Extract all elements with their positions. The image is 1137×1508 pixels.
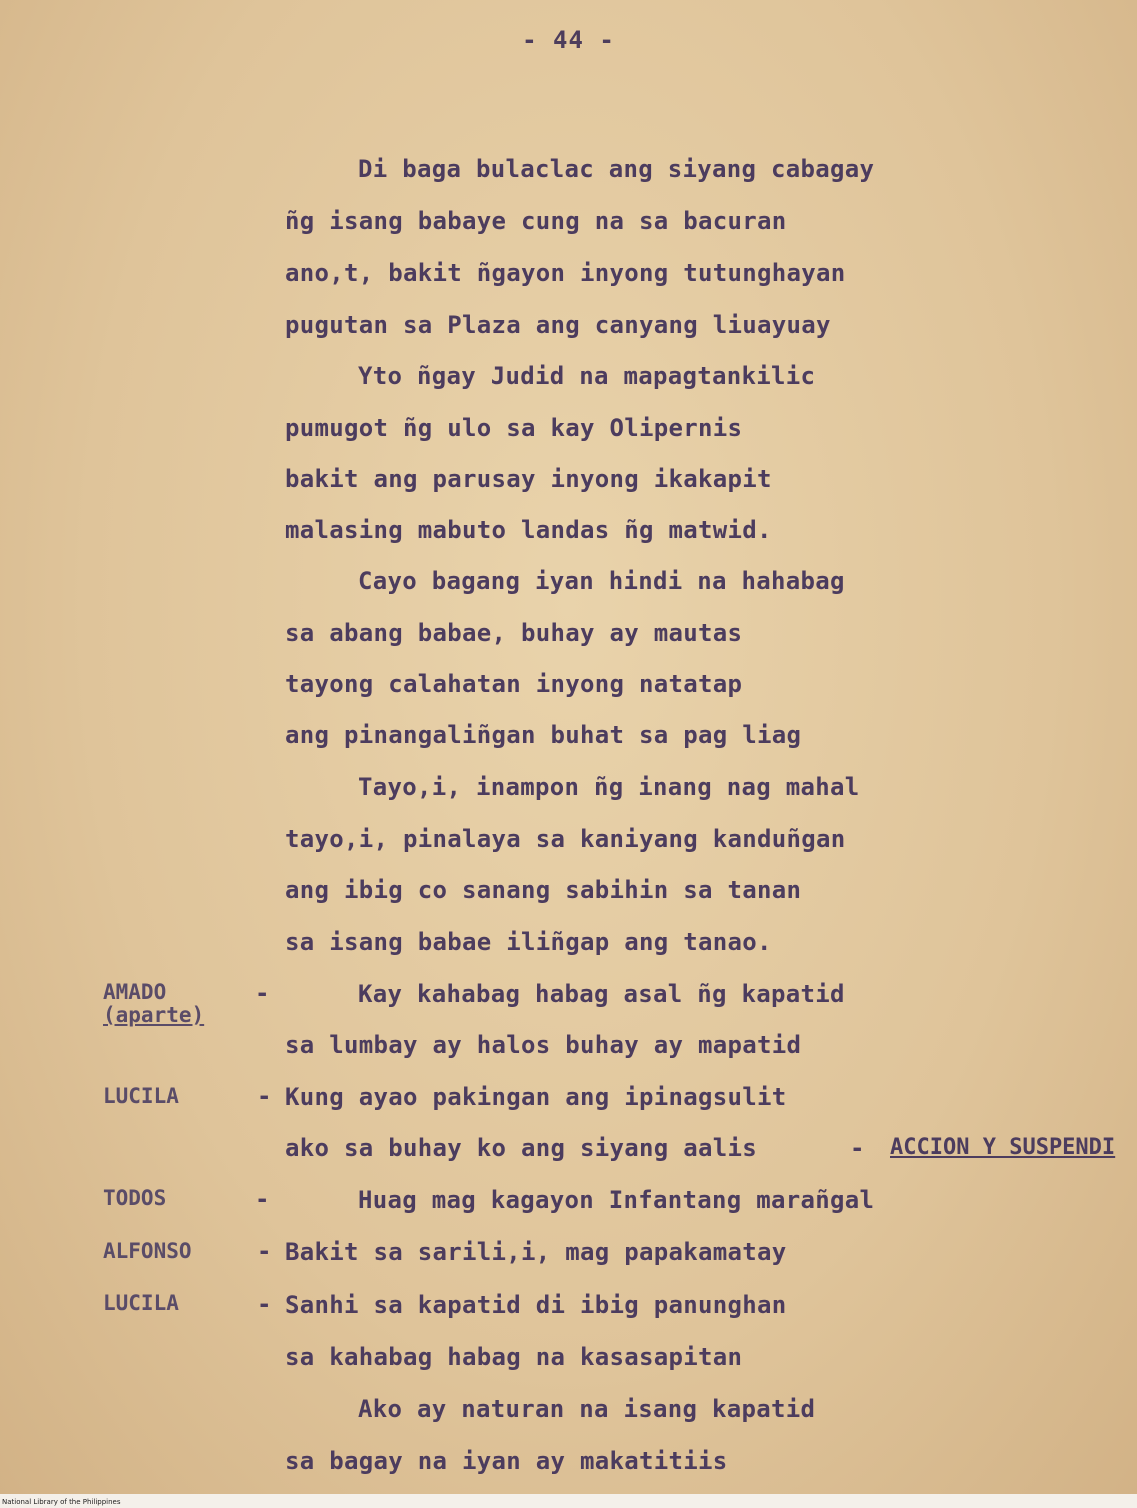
verse-line: ang ibig co sanang sabihin sa tanan	[285, 876, 802, 904]
speaker-name: LUCILA	[103, 1084, 179, 1108]
verse-line: malasing mabuto landas ñg matwid.	[285, 516, 772, 544]
dialogue-line: Kung ayao pakingan ang ipinagsulit	[285, 1083, 787, 1111]
verse-line: tayong calahatan inyong natatap	[285, 670, 743, 698]
stage-direction: ACCION Y SUSPENDI	[890, 1135, 1116, 1160]
verse-line: bakit ang parusay inyong ikakapit	[285, 465, 772, 493]
verse-line: Cayo bagang iyan hindi na hahabag	[358, 567, 845, 595]
verse-line: tayo,i, pinalaya sa kaniyang kanduñgan	[285, 825, 846, 853]
dialogue-line: Sanhi sa kapatid di ibig panunghan	[285, 1291, 787, 1319]
dialogue-line: sa kahabag habag na kasasapitan	[285, 1343, 743, 1371]
speaker-dash: -	[257, 1237, 272, 1265]
speaker-name: ALFONSO	[103, 1239, 192, 1263]
dialogue-line: Ako ay naturan na isang kapatid	[358, 1395, 816, 1423]
verse-line: Tayo,i, inampon ñg inang nag mahal	[358, 773, 860, 801]
page-number: - 44 -	[522, 26, 615, 54]
dialogue-line: ako sa buhay ko ang siyang aalis	[285, 1134, 757, 1162]
verse-line: sa abang babae, buhay ay mautas	[285, 619, 743, 647]
dialogue-line: Bakit sa sarili,i, mag papakamatay	[285, 1238, 787, 1266]
footer-credit: National Library of the Philippines	[2, 1498, 121, 1506]
speaker-dash: -	[257, 1290, 272, 1318]
verse-line: pugutan sa Plaza ang canyang liuayuay	[285, 311, 831, 339]
speaker-dash: -	[255, 1185, 270, 1213]
speaker-dash: -	[257, 1082, 272, 1110]
verse-line: Di baga bulaclac ang siyang cabagay	[358, 155, 875, 183]
verse-line: ano,t, bakit ñgayon inyong tutunghayan	[285, 259, 846, 287]
dialogue-line: Huag mag kagayon Infantang marañgal	[358, 1186, 875, 1214]
dialogue-line: Kay kahabag habag asal ñg kapatid	[358, 980, 845, 1008]
verse-line: sa isang babae iliñgap ang tanao.	[285, 928, 772, 956]
speaker-name: LUCILA	[103, 1291, 179, 1315]
stage-aside: (aparte)	[103, 1003, 205, 1027]
verse-line: ang pinangaliñgan buhat sa pag liag	[285, 721, 802, 749]
speaker-name: TODOS	[103, 1186, 167, 1210]
dialogue-line: sa lumbay ay halos buhay ay mapatid	[285, 1031, 802, 1059]
verse-line: pumugot ñg ulo sa kay Olipernis	[285, 414, 743, 442]
dialogue-line: sa bagay na iyan ay makatitiis	[285, 1447, 728, 1475]
verse-line: ñg isang babaye cung na sa bacuran	[285, 207, 787, 235]
stage-dash: -	[850, 1134, 865, 1162]
speaker-name: AMADO	[103, 980, 167, 1004]
verse-line: Yto ñgay Judid na mapagtankilic	[358, 362, 816, 390]
footer-band	[0, 1494, 1137, 1508]
speaker-dash: -	[255, 979, 270, 1007]
